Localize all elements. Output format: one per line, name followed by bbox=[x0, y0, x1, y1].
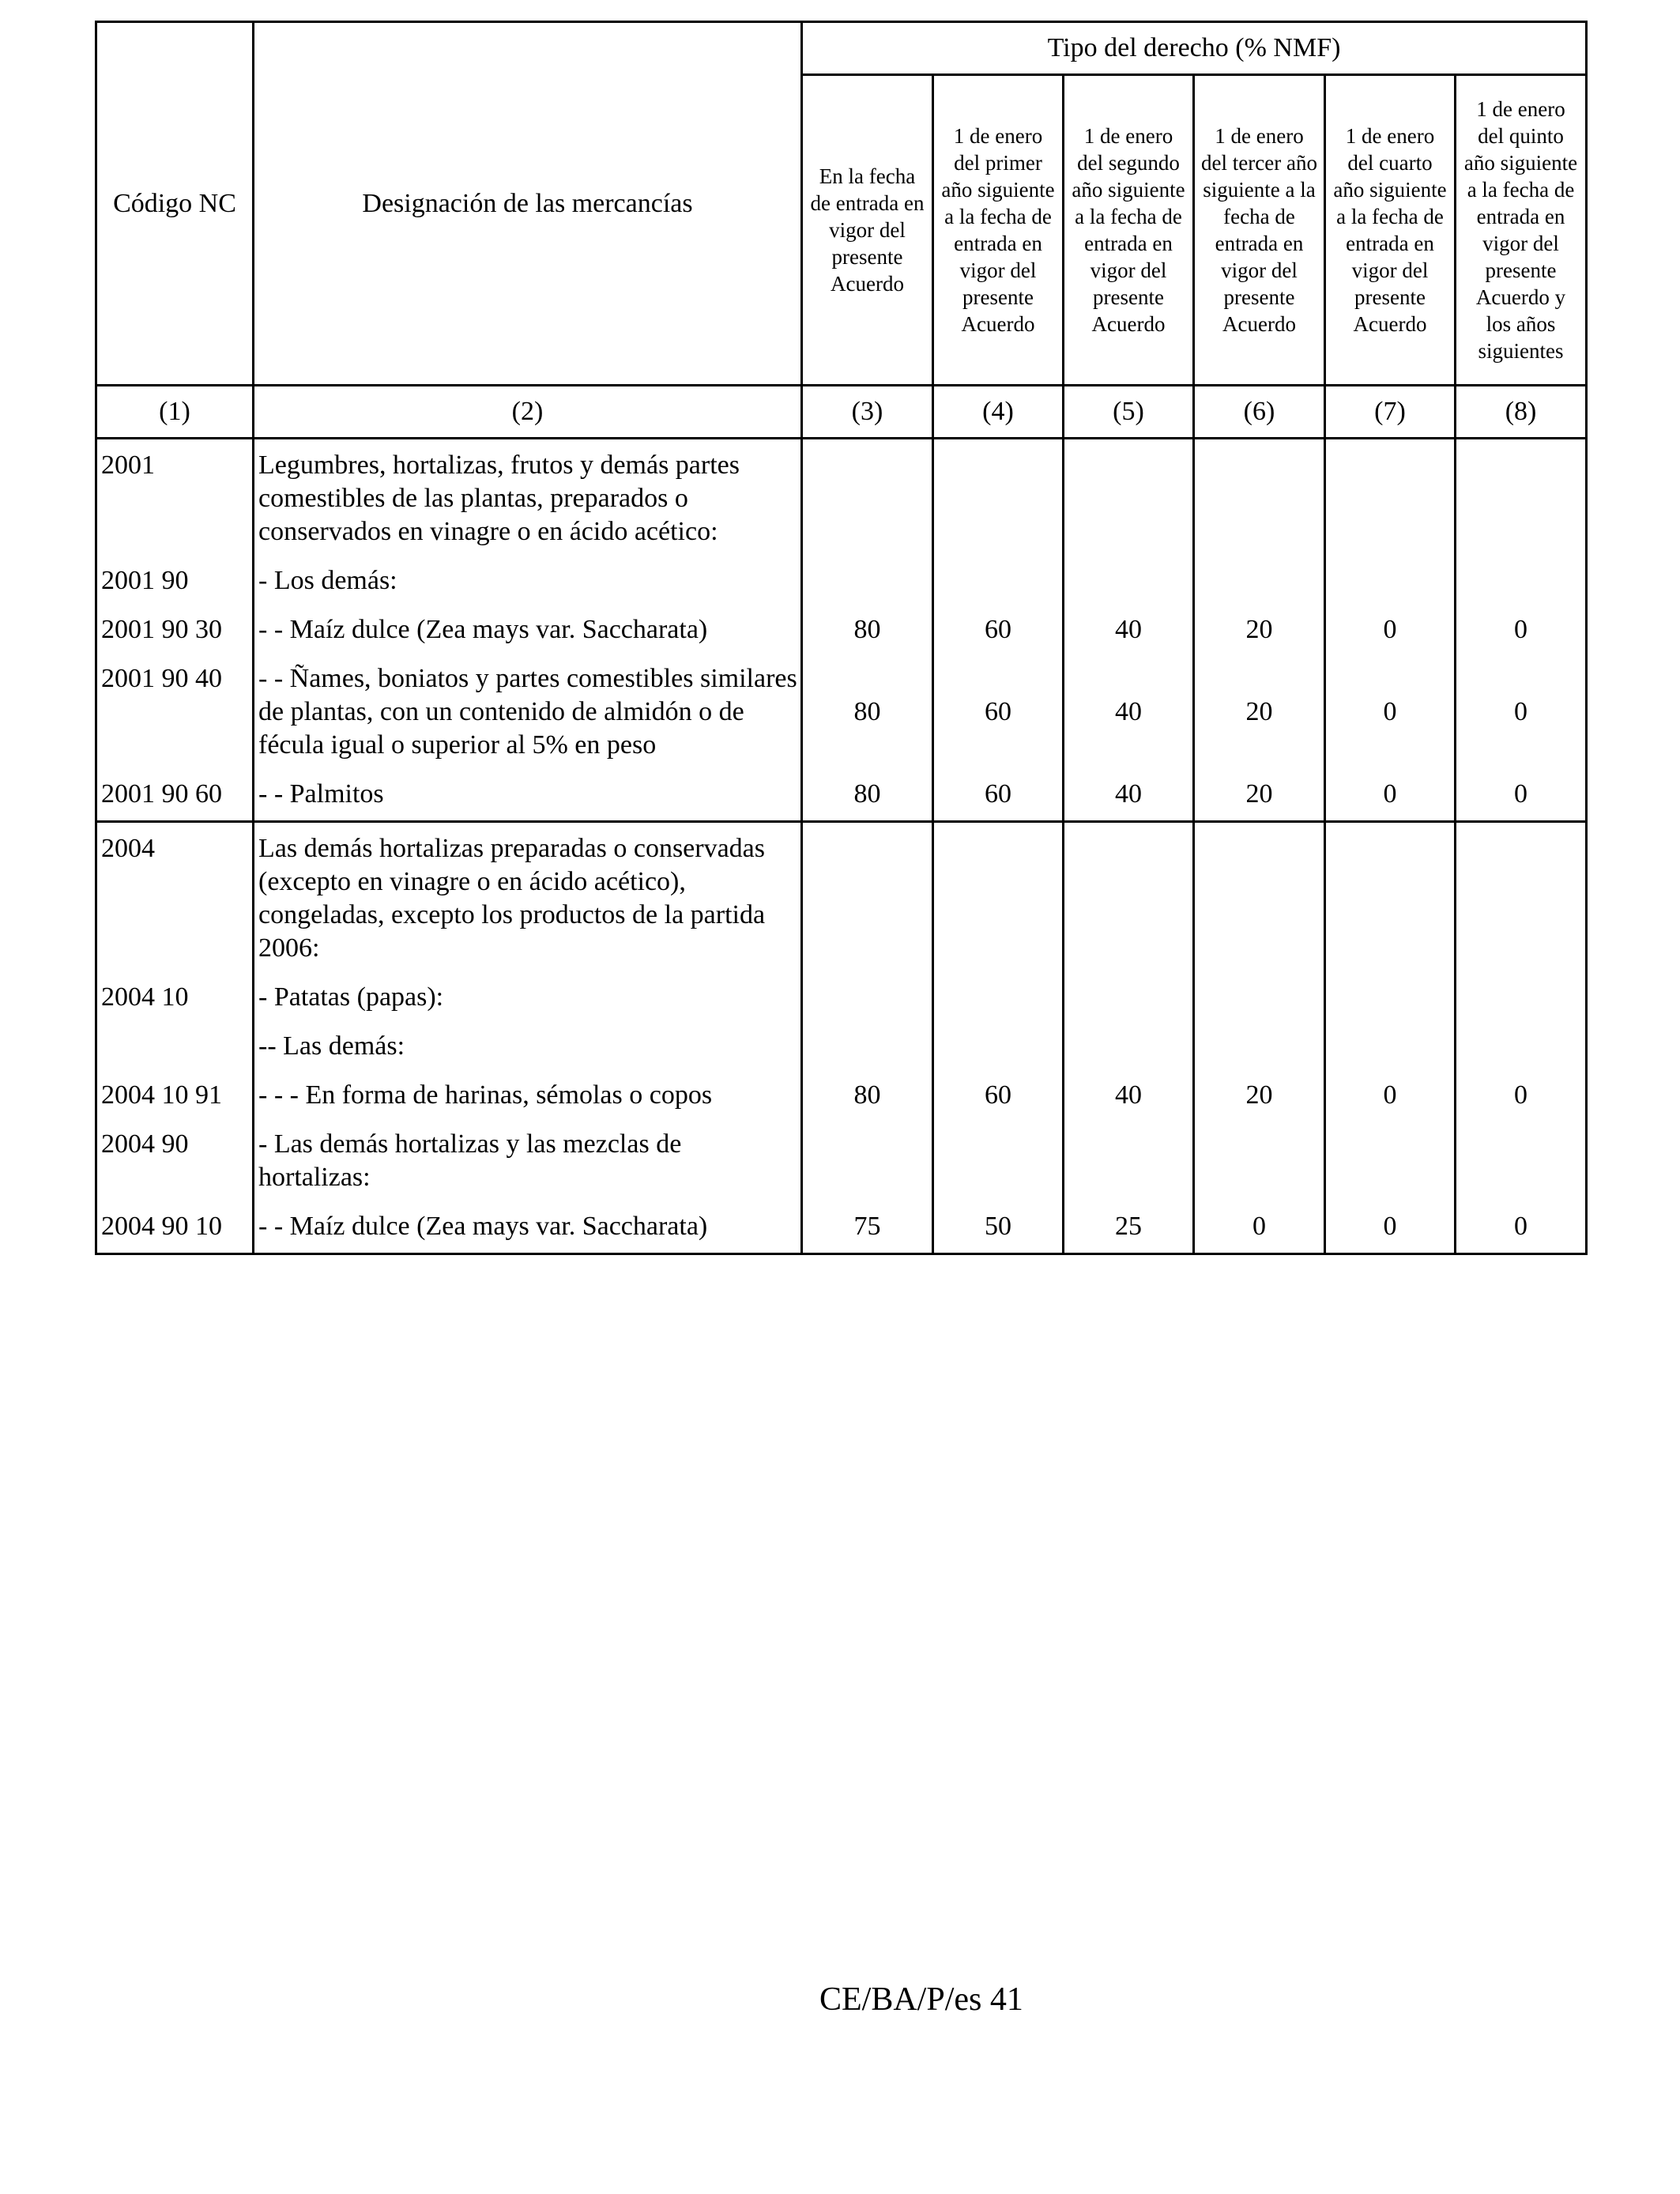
duty-rate bbox=[1195, 832, 1324, 965]
duty-rate bbox=[803, 832, 932, 965]
duty-rate bbox=[803, 449, 932, 548]
duty-rate bbox=[1456, 564, 1585, 598]
duty-rate bbox=[1456, 1030, 1585, 1063]
duty-rate bbox=[1456, 981, 1585, 1014]
goods-designation: Las demás hortalizas preparadas o conservadas (excepto en vinagre o en ácido acético), congeladas, excepto los productos de la partida 2006: bbox=[258, 834, 766, 963]
duty-rate bbox=[1195, 1128, 1324, 1194]
duty-rate bbox=[1326, 1128, 1454, 1194]
duty-rate bbox=[1456, 1128, 1585, 1194]
header-col-3: En la fecha de entrada en vigor del presente Acuerdo bbox=[802, 75, 933, 386]
rate-cell-col-3 bbox=[802, 822, 933, 1254]
rate-cell-col-7 bbox=[1325, 439, 1456, 822]
nc-code: 2004 90 bbox=[101, 1129, 189, 1159]
duty-rate: 20 bbox=[1245, 1080, 1273, 1110]
duty-rate: 0 bbox=[1252, 1212, 1266, 1241]
nc-code: 2004 bbox=[101, 834, 155, 863]
duty-rate bbox=[803, 1128, 932, 1194]
duty-rate bbox=[1064, 449, 1192, 548]
duty-rate: 20 bbox=[1245, 697, 1273, 726]
column-number: (6) bbox=[1194, 386, 1325, 439]
header-col-6: 1 de enero del tercer año siguiente a la fecha de entrada en vigor del presente Acuerdo bbox=[1194, 75, 1325, 386]
column-number: (5) bbox=[1064, 386, 1194, 439]
duty-rate bbox=[1195, 449, 1324, 548]
duty-rate: 40 bbox=[1115, 779, 1142, 809]
duty-rate: 75 bbox=[853, 1212, 881, 1241]
goods-designation: - - Maíz dulce (Zea mays var. Saccharata) bbox=[258, 1212, 708, 1241]
designation-cell bbox=[254, 439, 802, 822]
duty-rate bbox=[803, 564, 932, 598]
nc-code: 2001 90 30 bbox=[101, 615, 222, 644]
duty-rate: 0 bbox=[1383, 1212, 1397, 1241]
rate-cell-col-5 bbox=[1064, 439, 1194, 822]
rate-cell-col-7 bbox=[1325, 822, 1456, 1254]
rate-cell-col-3 bbox=[802, 439, 933, 822]
goods-designation: - Patatas (papas): bbox=[258, 982, 444, 1012]
rate-cell-col-4 bbox=[933, 822, 1064, 1254]
code-cell bbox=[96, 822, 254, 1254]
table-body bbox=[96, 439, 1587, 1254]
rate-cell-col-8 bbox=[1456, 439, 1587, 822]
duty-rate bbox=[1456, 832, 1585, 965]
nc-code: 2004 10 bbox=[101, 982, 189, 1012]
rate-cell-col-5 bbox=[1064, 822, 1194, 1254]
column-number: (4) bbox=[933, 386, 1064, 439]
duty-rate: 80 bbox=[853, 615, 881, 644]
rate-cell-col-4 bbox=[933, 439, 1064, 822]
duty-rate: 20 bbox=[1245, 779, 1273, 809]
rate-cell-col-6 bbox=[1194, 822, 1325, 1254]
table-section-row bbox=[96, 439, 1587, 822]
header-col-7: 1 de enero del cuarto año siguiente a la fecha de entrada en vigor del presente Acuerdo bbox=[1325, 75, 1456, 386]
nc-code: 2001 90 60 bbox=[101, 779, 222, 809]
duty-rate bbox=[1326, 832, 1454, 965]
duty-rate bbox=[1064, 832, 1192, 965]
nc-code: 2001 bbox=[101, 450, 155, 480]
duty-rate bbox=[934, 1128, 1062, 1194]
table-section-row bbox=[96, 822, 1587, 1254]
duty-rate: 60 bbox=[985, 1080, 1011, 1110]
table-header bbox=[96, 22, 1587, 439]
header-designation: Designación de las mercancías bbox=[254, 22, 802, 386]
code-cell bbox=[96, 439, 254, 822]
duty-rate: 40 bbox=[1115, 1080, 1142, 1110]
nc-code bbox=[101, 1030, 252, 1063]
duty-rate: 25 bbox=[1115, 1212, 1142, 1241]
duty-rate: 0 bbox=[1514, 779, 1528, 809]
duty-rate bbox=[934, 981, 1062, 1014]
duty-rate: 60 bbox=[985, 697, 1011, 726]
duty-rate: 0 bbox=[1514, 1212, 1528, 1241]
duty-rate bbox=[1195, 981, 1324, 1014]
duty-rate bbox=[1064, 981, 1192, 1014]
column-number: (2) bbox=[254, 386, 802, 439]
designation-cell bbox=[254, 822, 802, 1254]
goods-designation: Legumbres, hortalizas, frutos y demás partes comestibles de las plantas, preparados o conservados en vinagre o en ácido acético: bbox=[258, 450, 740, 546]
page-footer: CE/BA/P/es 41 bbox=[819, 1981, 1023, 2018]
duty-rate bbox=[934, 832, 1062, 965]
duty-rate bbox=[803, 1030, 932, 1063]
nc-code: 2004 90 10 bbox=[101, 1212, 222, 1241]
duty-rate: 60 bbox=[985, 615, 1011, 644]
duty-rate: 0 bbox=[1514, 615, 1528, 644]
goods-designation: -- Las demás: bbox=[258, 1031, 405, 1061]
nc-code: 2004 10 91 bbox=[101, 1080, 222, 1110]
duty-rate bbox=[1456, 449, 1585, 548]
duty-rate: 0 bbox=[1514, 697, 1528, 726]
duty-rate bbox=[1195, 564, 1324, 598]
duty-rate: 60 bbox=[985, 779, 1011, 809]
duty-rate: 80 bbox=[853, 1080, 881, 1110]
duty-rate: 0 bbox=[1383, 697, 1397, 726]
duty-rate: 50 bbox=[985, 1212, 1011, 1241]
duty-rate bbox=[1064, 1128, 1192, 1194]
duty-rate bbox=[934, 564, 1062, 598]
column-number: (1) bbox=[96, 386, 254, 439]
nc-code: 2001 90 40 bbox=[101, 664, 222, 693]
duty-rate: 40 bbox=[1115, 697, 1142, 726]
column-number: (8) bbox=[1456, 386, 1587, 439]
goods-designation: - - Maíz dulce (Zea mays var. Saccharata) bbox=[258, 615, 708, 644]
nc-code: 2001 90 bbox=[101, 566, 189, 595]
goods-designation: - Los demás: bbox=[258, 566, 397, 595]
duty-rate: 0 bbox=[1383, 779, 1397, 809]
column-number-row bbox=[96, 386, 1587, 439]
duty-rate bbox=[934, 1030, 1062, 1063]
header-col-5: 1 de enero del segundo año siguiente a la fecha de entrada en vigor del presente Acuerdo bbox=[1064, 75, 1194, 386]
duty-rate: 80 bbox=[853, 697, 881, 726]
duty-rate bbox=[1326, 981, 1454, 1014]
tariff-table bbox=[95, 21, 1588, 1255]
duty-rate: 0 bbox=[1383, 1080, 1397, 1110]
goods-designation: - Las demás hortalizas y las mezclas de hortalizas: bbox=[258, 1129, 682, 1192]
duty-rate: 20 bbox=[1245, 615, 1273, 644]
duty-rate: 0 bbox=[1514, 1080, 1528, 1110]
duty-rate bbox=[803, 981, 932, 1014]
rate-cell-col-6 bbox=[1194, 439, 1325, 822]
duty-rate bbox=[1064, 564, 1192, 598]
column-number: (3) bbox=[802, 386, 933, 439]
duty-rate: 80 bbox=[853, 779, 881, 809]
header-col-4: 1 de enero del primer año siguiente a la fecha de entrada en vigor del presente Acuerdo bbox=[933, 75, 1064, 386]
duty-rate bbox=[1326, 449, 1454, 548]
header-code: Código NC bbox=[96, 22, 254, 386]
duty-rate bbox=[1326, 1030, 1454, 1063]
rate-cell-col-8 bbox=[1456, 822, 1587, 1254]
duty-rate bbox=[934, 449, 1062, 548]
goods-designation: - - Ñames, boniatos y partes comestibles similares de plantas, con un contenido de almidón o de fécula igual o superior al 5% en peso bbox=[258, 664, 797, 760]
duty-rate: 40 bbox=[1115, 615, 1142, 644]
column-number: (7) bbox=[1325, 386, 1456, 439]
duty-rate bbox=[1326, 564, 1454, 598]
header-col-8: 1 de enero del quinto año siguiente a la fecha de entrada en vigor del presente Acuerdo y los años siguientes bbox=[1456, 75, 1587, 386]
duty-rate bbox=[1064, 1030, 1192, 1063]
header-duty-group: Tipo del derecho (% NMF) bbox=[802, 22, 1587, 75]
duty-rate: 0 bbox=[1383, 615, 1397, 644]
duty-rate bbox=[1195, 1030, 1324, 1063]
goods-designation: - - - En forma de harinas, sémolas o copos bbox=[258, 1080, 713, 1110]
goods-designation: - - Palmitos bbox=[258, 779, 384, 809]
